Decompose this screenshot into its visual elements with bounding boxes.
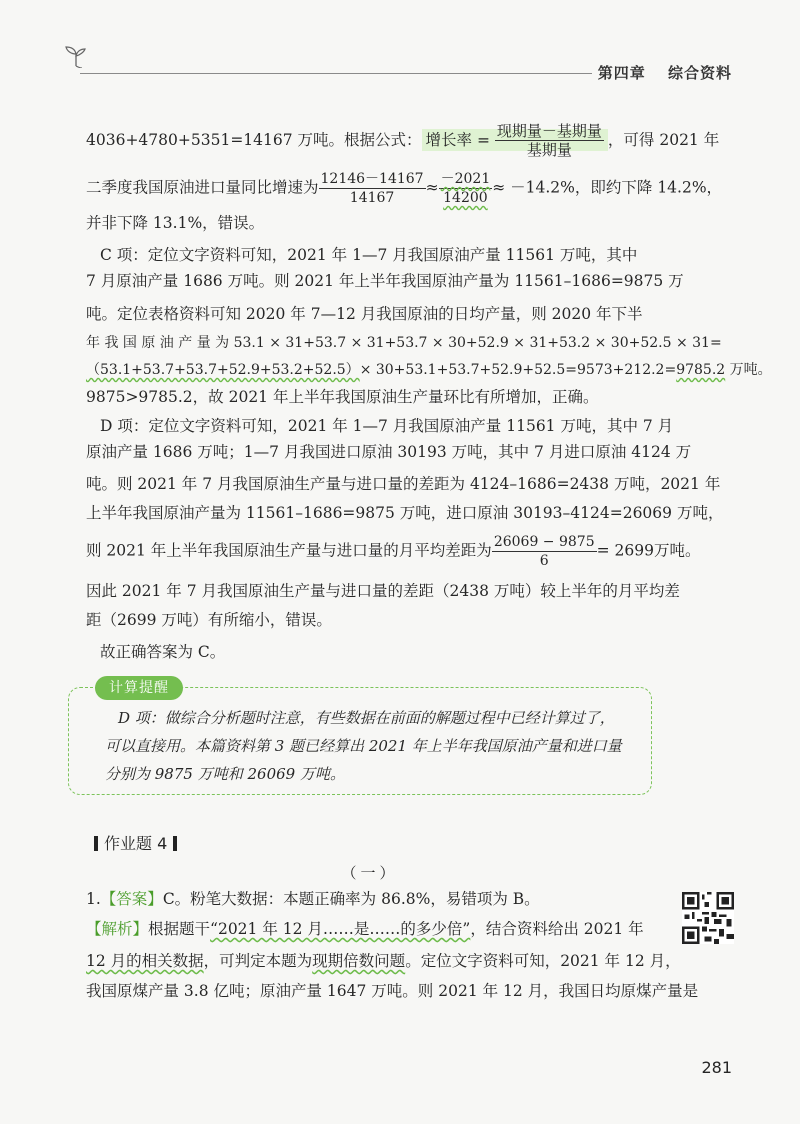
text-segment: 万吨。 xyxy=(725,362,772,378)
text-line: 9875>9785.2，故 2021 年上半年我国原油生产量环比有所增加，正确。 xyxy=(86,388,599,406)
answer-tag: 【答案】 xyxy=(100,890,163,908)
approx-symbol: ≈ xyxy=(425,178,439,197)
text-line: 故正确答案为 C。 xyxy=(100,643,226,661)
page-number: 281 xyxy=(701,1058,732,1077)
text-line: C 项：定位文字资料可知，2021 年 1—7 月我国原油产量 11561 万吨，其中 xyxy=(100,246,638,264)
wavy-text: “2021 年 12 月……是……的多少倍” xyxy=(210,920,471,938)
sprout-icon xyxy=(62,44,90,68)
formula-lhs: 增长率 = xyxy=(425,131,490,149)
text-segment: ≈ －14.2%，即约下降 14.2%， xyxy=(492,178,723,197)
text-line: 上半年我国原油产量为 11561–1686=9875 万吨，进口原油 30193–4124=26069 万吨， xyxy=(86,504,724,522)
text-segment: 根据题干 xyxy=(148,920,211,938)
callout-line: D 项：做综合分析题时注意，有些数据在前面的解题过程中已经计算过了， xyxy=(118,709,615,727)
wavy-text: （53.1+53.7+53.7+52.9+53.2+52.5） xyxy=(86,362,360,378)
answer-text: C。粉笔大数据：本题正确率为 86.8%，易错项为 B。 xyxy=(162,890,540,908)
text-line: 因此 2021 年 7 月我国原油生产量与进口量的差距（2438 万吨）较上半年的月平均差 xyxy=(86,582,680,600)
fraction-denominator: 基期量 xyxy=(526,141,572,159)
text-segment: × 30+53.1+53.7+52.9+52.5=9573+212.2= xyxy=(359,362,677,378)
header-rule xyxy=(80,73,592,74)
fraction-denominator: 14167 xyxy=(349,190,395,206)
text-segment: = 2699万吨。 xyxy=(596,541,701,560)
section-title-text: 作业题 4 xyxy=(104,834,168,853)
fraction-denominator: 6 xyxy=(539,553,549,569)
text-line xyxy=(86,122,720,159)
question-number: 1. xyxy=(86,890,101,908)
analysis-line xyxy=(86,919,642,939)
text-line: 7 月原油产量 1686 万吨。则 2021 年上半年我国原油产量为 11561–1686=9875 万 xyxy=(86,272,684,290)
wavy-text: 12 月的相关数据 xyxy=(86,952,204,970)
text-line: 原油产量 1686 万吨；1—7 月我国进口原油 30193 万吨，其中 7 月进口原油 4124 万 xyxy=(86,443,692,461)
text-segment: 。定位文字资料可知，2021 年 12 月， xyxy=(405,952,681,970)
qr-code-icon[interactable] xyxy=(682,892,734,944)
heading-bar xyxy=(94,836,98,851)
callout-tag: 计算提醒 xyxy=(95,676,183,700)
fraction-numerator: 12146－14167 xyxy=(320,171,424,187)
fraction-numerator: －2021 xyxy=(440,171,491,187)
text-segment: 4036+4780+5351=14167 万吨。根据公式： xyxy=(86,131,422,149)
answer-line xyxy=(86,889,642,909)
section-heading xyxy=(88,831,183,854)
formula-highlight xyxy=(422,122,608,159)
callout-line: 可以直接用。本篇资料第 3 题已经算出 2021 年上半年我国原油产量和进口量 xyxy=(105,737,622,755)
text-line: 距（2699 万吨）有所缩小，错误。 xyxy=(86,611,332,629)
fraction xyxy=(495,122,604,159)
text-segment: ，可判定本题为 xyxy=(203,952,313,970)
text-line: 年 我 国 原 油 产 量 为 53.1 × 31+53.7 × 31+53.7 × 30+52.9 × 31+53.2 × 30+52.5 × 31= xyxy=(86,335,722,351)
fraction xyxy=(492,533,597,570)
callout-line: 分别为 9875 万吨和 26069 万吨。 xyxy=(105,765,345,783)
text-segment: 则 2021 年上半年我国原油生产量与进口量的月平均差距为 xyxy=(86,541,492,560)
fraction-denominator: 14200 xyxy=(443,190,488,206)
fraction-numerator: 现期量－基期量 xyxy=(496,122,602,140)
analysis-tag: 【解析】 xyxy=(86,920,149,938)
text-line: D 项：定位文字资料可知，2021 年 1—7 月我国原油产量 11561 万吨，其中 7 月 xyxy=(100,417,674,435)
text-segment: 二季度我国原油进口量同比增速为 xyxy=(86,178,319,197)
text-line: 吨。定位表格资料可知 2020 年 7—12 月我国原油的日均产量，则 2020 年下半 xyxy=(86,305,643,323)
fraction xyxy=(319,170,426,207)
text-line xyxy=(86,170,723,207)
heading-bar xyxy=(173,836,177,851)
text-segment: ，可得 2021 年 xyxy=(607,131,720,149)
text-line: 并非下降 13.1%，错误。 xyxy=(86,214,265,232)
running-header xyxy=(582,62,732,83)
part-title: （一） xyxy=(341,864,399,882)
analysis-line: 我国原煤产量 3.8 亿吨；原油产量 1647 万吨。则 2021 年 12 月，我国日均原煤产量是 xyxy=(86,982,699,1000)
fraction xyxy=(439,170,493,207)
section-label: 综合资料 xyxy=(667,64,732,82)
wavy-text: 现期倍数问题 xyxy=(312,952,406,970)
chapter-label: 第四章 xyxy=(597,64,646,82)
text-line xyxy=(86,533,701,570)
text-line xyxy=(86,360,772,380)
analysis-line xyxy=(86,951,681,971)
text-segment: ，结合资料给出 2021 年 xyxy=(470,920,644,938)
text-line: 吨。则 2021 年 7 月我国原油生产量与进口量的差距为 4124–1686=2438 万吨，2021 年 xyxy=(86,475,721,493)
fraction-numerator: 26069 − 9875 xyxy=(493,534,595,550)
wavy-text: 9785.2 xyxy=(676,362,726,378)
